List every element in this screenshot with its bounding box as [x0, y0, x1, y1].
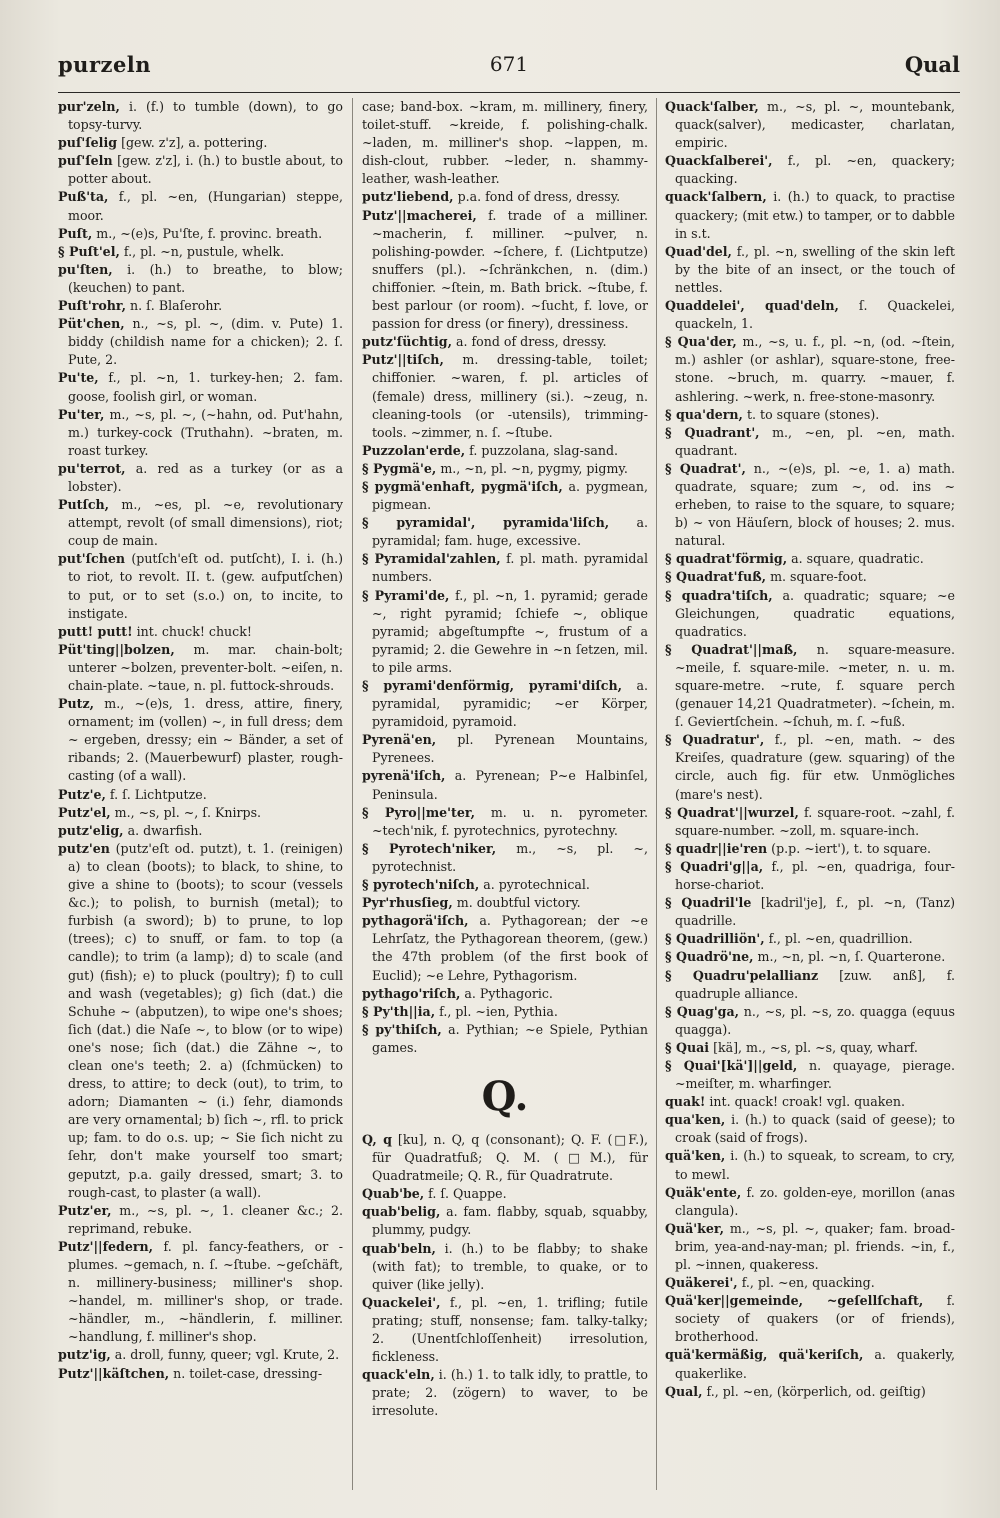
entry-definition: i. (h.) to be flabby; to shake (with fat); to tremble, to quake, or to quiver (like jelly). — [372, 1240, 648, 1292]
entry-definition: f. society of quakers (or of friends), brotherhood. — [675, 1293, 955, 1345]
dictionary-entry — [665, 1057, 955, 1093]
entry-headword: quä'ken, — [665, 1148, 726, 1164]
dictionary-entry — [362, 804, 648, 840]
dictionary-entry — [362, 98, 648, 188]
dictionary-entry — [362, 1240, 648, 1294]
dictionary-entry — [362, 677, 648, 731]
column-divider-2 — [656, 98, 657, 1490]
entry-headword: Putz'||käſtchen, — [58, 1365, 170, 1381]
entry-headword: § Quadrat'fuß, — [665, 569, 767, 585]
entry-definition: f., pl. ~en, math. ~ des Kreiſes, quadrature (gew. squaring) of the circle, auch fig. für etw. Unmögliches (mare's nest). — [675, 732, 955, 802]
entry-headword: quab'beln, — [362, 1240, 436, 1256]
entry-headword: Putz'||macherei, — [362, 207, 477, 223]
entry-headword: qua'ken, — [665, 1112, 726, 1128]
entry-definition: i. (h.) to quack (said of geese); to croak (said of frogs). — [675, 1112, 955, 1146]
entry-headword: § quadr||ie'ren — [665, 840, 768, 856]
dictionary-entry — [665, 1093, 955, 1111]
entry-headword: Pyrenä'en, — [362, 732, 437, 748]
entry-definition: m., ~s, pl. ~, pyrotechnist. — [372, 840, 648, 874]
entry-definition: f. trade of a milliner. ~macherin, f. milliner. ~pulver, n. polishing-powder. ~ſchere, f. (Lichtputze) snuffers (pl.). ~ſchränkchen, n. (dim.) chiffonier. ~ſtein, m. Bath brick. ~ſtube, f. best parlour (or room). ~ſucht, f. love, or passion for dress (or finery), dressiness. — [372, 207, 648, 332]
entry-headword: § Quadri'g||a, — [665, 858, 764, 874]
dictionary-entry — [58, 641, 343, 695]
entry-headword: § Puſt'el, — [58, 243, 120, 259]
dictionary-entry — [58, 786, 343, 804]
entry-definition: f., pl. ~en, quacking. — [741, 1275, 875, 1291]
entry-definition: a. pyramidal; fam. huge, excessive. — [372, 515, 648, 549]
entry-definition: n. ſ. Blaſerohr. — [130, 298, 223, 314]
entry-definition: m. square-foot. — [770, 569, 867, 585]
entry-definition: a. pyramidal, pyramidic; ~er Körper, pyramidoid, pyramoid. — [372, 678, 648, 730]
entry-definition: m., ~s, u. f., pl. ~n, (od. ~ſtein, m.) ashler (or ashlar), square-stone, free-stone. ~bruch, m. quarry. ~mauer, f. ashlering. ~werk, n. free-stone-masonry. — [675, 334, 955, 404]
entry-headword: quab'belig, — [362, 1204, 441, 1220]
entry-headword: § Qua'der, — [665, 334, 737, 350]
entry-headword: Putſch, — [58, 497, 110, 513]
dictionary-entry — [665, 1292, 955, 1346]
entry-definition: n., ~s, pl. ~s, zo. quagga (equus quagga). — [675, 1003, 955, 1037]
entry-headword: Puzzolan'erde, — [362, 442, 466, 458]
dictionary-entry — [362, 514, 648, 550]
entry-definition: ſ. Quackelei, quackeln, 1. — [675, 298, 955, 332]
entry-definition: a. fam. flabby, squab, squabby, plummy, pudgy. — [372, 1204, 648, 1238]
dictionary-entry — [362, 1185, 648, 1203]
entry-definition: m., ~s, pl. ~, mountebank, quack(salver), medicaster, charlatan, empiric. — [675, 99, 955, 151]
entry-definition: f., pl. ~ien, Pythia. — [439, 1003, 558, 1019]
dictionary-entry — [665, 1220, 955, 1274]
dictionary-entry — [665, 188, 955, 242]
entry-headword: Putz'||tiſch, — [362, 352, 444, 368]
entry-definition: a. Pythian; ~e Spiele, Pythian games. — [372, 1021, 648, 1055]
column-3 — [665, 98, 955, 1498]
dictionary-entry — [58, 297, 343, 315]
entry-definition: f. pl. math. pyramidal numbers. — [372, 551, 648, 585]
entry-definition: f., pl. ~n, swelling of the skin left by the bite of an insect, or the touch of nettles. — [675, 243, 955, 295]
entry-headword: § Pyrami'de, — [362, 587, 450, 603]
entry-headword: Puſt, — [58, 225, 93, 241]
dictionary-entry — [58, 188, 343, 224]
dictionary-entry — [58, 369, 343, 405]
entry-headword: § quadrat'förmig, — [665, 551, 788, 567]
dictionary-entry — [362, 876, 648, 894]
entry-headword: Püt'chen, — [58, 316, 125, 332]
dictionary-entry — [665, 406, 955, 424]
dictionary-entry — [362, 587, 648, 677]
entry-headword: § Quadru'pelallianz — [665, 967, 819, 983]
entry-definition: n., ~s, pl. ~, (dim. v. Pute) 1. biddy (childish name for a chicken); 2. ſ. Pute, 2. — [68, 316, 343, 368]
entry-headword: § Quadrilliön', — [665, 931, 765, 947]
dictionary-entry — [362, 442, 648, 460]
dictionary-entry — [665, 804, 955, 840]
entry-headword: puſ'ſeln — [58, 153, 113, 169]
entry-definition: a. Pythagoric. — [464, 985, 553, 1001]
entry-headword: put'ſchen — [58, 551, 126, 567]
entry-definition: m., ~s, pl. ~, ſ. Knirps. — [114, 804, 262, 820]
entry-definition: pl. Pyrenean Mountains, Pyrenees. — [372, 732, 648, 766]
entry-headword: § Quag'ga, — [665, 1003, 740, 1019]
dictionary-entry — [362, 1021, 648, 1057]
entry-headword: Putz, — [58, 696, 94, 712]
entry-headword: Quäkerei', — [665, 1275, 738, 1291]
entry-headword: § pygmä'enhaft, pygmä'iſch, — [362, 478, 563, 494]
dictionary-entry — [665, 731, 955, 803]
dictionary-entry — [665, 587, 955, 641]
dictionary-entry — [665, 424, 955, 460]
dictionary-entry — [362, 478, 648, 514]
entry-definition: n. square-measure. ~meile, f. square-mile. ~meter, n. u. m. square-metre. ~rute, f. square perch (genauer 14,21 Quadratmeter). ~ſchein, m. ſ. Geviertſchein. ~ſchuh, m. ſ. ~fuß. — [675, 641, 955, 730]
dictionary-entry — [665, 1274, 955, 1292]
entry-headword: pur'zeln, — [58, 99, 120, 114]
entry-definition: t. to square (stones). — [746, 406, 880, 422]
entry-headword: § Quadril'le — [665, 895, 752, 911]
entry-headword: § Quadrö'ne, — [665, 949, 754, 965]
dictionary-entry — [665, 967, 955, 1003]
entry-headword: putt! putt! — [58, 623, 133, 639]
section-letter-heading: Q. — [481, 1072, 529, 1120]
entry-headword: Putz'||federn, — [58, 1238, 154, 1254]
dictionary-entry — [665, 641, 955, 731]
entry-headword: § Quai — [665, 1039, 710, 1055]
entry-headword: Pyr'rhusſieg, — [362, 895, 453, 911]
entry-definition: m., ~(e)s, 1. dress, attire, finery, ornament; im (vollen) ~, in full dress; dem ~ ergeben, dressy; ein ~ Bänder, a set of ribands; 2. (Mauerbewurf) plaster, rough-casting (of a wall). — [68, 696, 343, 784]
page-number: 671 — [489, 52, 529, 76]
dictionary-entry — [362, 460, 648, 478]
entry-definition: i. (h.) to squeak, to scream, to cry, to mewl. — [675, 1148, 955, 1182]
dictionary-entry — [362, 1294, 648, 1366]
entry-definition: i. (h.) to quack, to practise quackery; (mit etw.) to tamper, or to dabble in s.t. — [675, 189, 955, 241]
dictionary-entry — [362, 333, 648, 351]
header-left-guideword: purzeln — [58, 52, 152, 77]
entry-headword: quä'kermäßig, quä'keriſch, — [665, 1347, 864, 1363]
dictionary-entry — [362, 1366, 648, 1420]
entry-definition: a. Pythagorean; der ~e Lehrſatz, the Pythagorean theorem, (gew.) the 47th problem (of the first book of Euclid); ~e Lehre, Pythagorism. — [372, 913, 648, 983]
dictionary-entry — [58, 1365, 343, 1383]
entry-headword: § Quai'[kä']||geld, — [665, 1057, 798, 1073]
entry-definition: [kä], m., ~s, pl. ~s, quay, wharf. — [713, 1039, 918, 1055]
entry-definition: m., ~en, pl. ~en, math. quadrant. — [675, 424, 955, 458]
entry-definition: a. square, quadratic. — [791, 551, 924, 567]
dictionary-entry — [58, 1346, 343, 1364]
dictionary-entry — [665, 460, 955, 550]
dictionary-entry — [58, 225, 343, 243]
entry-definition: m. doubtful victory. — [456, 895, 581, 911]
dictionary-entry — [58, 822, 343, 840]
entry-headword: putz'ſüchtig, — [362, 334, 452, 350]
header-rule — [58, 92, 960, 93]
entry-definition: f. zo. golden-eye, morillon (anas clangula). — [675, 1184, 955, 1218]
dictionary-entry — [362, 351, 648, 441]
entry-headword: quack'ſalbern, — [665, 189, 767, 205]
entry-definition: m. u. n. pyrometer. ~tech'nik, f. pyrotechnics, pyrotechny. — [372, 804, 648, 838]
entry-headword: pythago'riſch, — [362, 985, 461, 1001]
entry-headword: Quackſalberei', — [665, 153, 773, 169]
dictionary-entry — [665, 98, 955, 152]
entry-definition: f., pl. ~n, pustule, whelk. — [123, 243, 285, 259]
entry-definition: (putſch'eſt od. putſcht), I. i. (h.) to riot, to revolt. II. t. (gew. aufputſchen) to put, or to set (s.o.) on, to incite, to instigate. — [68, 551, 343, 621]
column-divider-1 — [352, 98, 353, 1490]
dictionary-entry — [58, 98, 343, 134]
entry-headword: § Quadrat'||wurzel, — [665, 804, 799, 820]
entry-headword: quack'eln, — [362, 1367, 435, 1383]
entry-headword: Qual, — [665, 1383, 703, 1399]
entry-definition: f. square-root. ~zahl, f. square-number. ~zoll, m. square-inch. — [675, 804, 955, 838]
dictionary-entry — [665, 858, 955, 894]
entry-definition: a. quakerly, quakerlike. — [675, 1347, 955, 1381]
entry-headword: § Pyro||me'ter, — [362, 804, 475, 820]
entry-definition: (putz'eſt od. putzt), t. 1. (reinigen) a) to clean (boots); to black, to shine, to give a shine to (boots); to scour (vessels &c.); to polish, to burnish (metal); to furbish (a sword); b) to prune, to lop (trees); c) to snuff, or fam. to top (a candle); to trim (a lamp); d) to scale (and gut) (fish); e) to pluck (poultry); f) to cull and wash (vegetables); g) ſich (dat.) die Schuhe ~ (abputzen), to wipe one's shoes; ſich (dat.) die Naſe ~, to blow (or to wipe) one's nose; ſich (dat.) die Zähne ~, to clean one's teeth; 2. a) (ſchmücken) to dress, to attire; to deck (out), to trim, to adorn; Diamanten ~ (i.) ſehr, diamonds are very ornamental; b) ſich ~, rfl. to prick up; fam. to do o.s. up; ~ Sie ſich nicht zu ſehr, don't make yourself too smart; geputzt, p.a. gaily dressed, smart; 3. to rough-cast, to plaster (a wall). — [68, 840, 343, 1200]
entry-definition: a. pyrotechnical. — [483, 877, 590, 893]
header-right-guideword: Qual — [904, 52, 960, 77]
entry-definition: f., pl. ~n, 1. pyramid; gerade ~, right pyramid; ſchiefe ~, oblique pyramid; abgeſtumpfte ~, frustum of a pyramid; 2. die Gewehre in ~n ſetzen, mil. to pile arms. — [372, 587, 648, 675]
entry-definition: i. (f.) to tumble (down), to go topsy-turvy. — [68, 99, 343, 133]
entry-headword: § Quadrat', — [665, 460, 746, 476]
entry-headword: quak! — [665, 1094, 706, 1110]
entry-headword: Quad'del, — [665, 243, 732, 259]
dictionary-entry — [58, 1238, 343, 1347]
dictionary-entry — [665, 1383, 955, 1401]
dictionary-entry — [362, 912, 648, 984]
entry-headword: Q, q — [362, 1131, 392, 1147]
column-1 — [58, 98, 343, 1498]
entry-definition: f. ſ. Quappe. — [428, 1186, 507, 1202]
dictionary-entry — [665, 1184, 955, 1220]
entry-headword: puſ'ſelig — [58, 135, 118, 151]
dictionary-entry — [362, 840, 648, 876]
entry-headword: pu'terrot, — [58, 460, 126, 476]
dictionary-entry — [665, 1039, 955, 1057]
entry-definition: n. toilet-case, dressing- — [173, 1365, 323, 1381]
entry-headword: putz'elig, — [58, 822, 124, 838]
entry-definition: int. chuck! chuck! — [136, 623, 252, 639]
entry-definition: f. pl. fancy-feathers, or -plumes. ~gemach, n. ſ. ~ſtube. ~geſchäft, n. millinery-business; milliner's shop. ~handel, m. milliner's shop, or trade. ~händler, m., ~händlerin, f. milliner. ~handlung, f. milliner's shop. — [68, 1238, 343, 1345]
entry-headword: Putz'el, — [58, 804, 111, 820]
entry-definition: m., ~(e)s, Pu'ſte, f. provinc. breath. — [96, 225, 323, 241]
entry-headword: Quackelei', — [362, 1294, 441, 1310]
entry-definition: n., ~(e)s, pl. ~e, 1. a) math. quadrate, square; zum ~, od. ins ~ erheben, to raise to the square, to square; b) ~ von Häuſern, block of houses; 2. mus. natural. — [675, 460, 955, 549]
dictionary-entry — [362, 1131, 648, 1185]
entry-headword: Putz'er, — [58, 1202, 112, 1218]
entry-headword: Quä'ker, — [665, 1220, 724, 1236]
entry-headword: Putz'e, — [58, 786, 106, 802]
dictionary-entry — [362, 1003, 648, 1021]
entry-definition: int. quack! croak! vgl. quaken. — [709, 1094, 905, 1110]
dictionary-entry — [362, 207, 648, 334]
entry-definition: [gew. z'z], a. pottering. — [121, 135, 268, 151]
entry-headword: Quä'ker||gemeinde, ~geſellſchaft, — [665, 1293, 924, 1309]
entry-definition: n. quayage, pierage. ~meiſter, m. wharfinger. — [675, 1057, 955, 1092]
entry-headword: pythagorä'iſch, — [362, 913, 469, 929]
dictionary-entry — [665, 152, 955, 188]
entry-headword: § Quadrant', — [665, 424, 760, 440]
entry-definition: f. ſ. Lichtputze. — [109, 786, 207, 802]
dictionary-entry — [665, 1346, 955, 1382]
entry-headword: § Pyrotech'niker, — [362, 840, 497, 856]
entry-headword: § Py'th||ia, — [362, 1003, 436, 1019]
entry-definition: m., ~s, pl. ~, (~hahn, od. Put'hahn, m.) turkey-cock (Truthahn). ~braten, m. roast turkey. — [68, 406, 343, 458]
dictionary-entry — [665, 930, 955, 948]
entry-definition: a. dwarfish. — [127, 822, 203, 838]
entry-definition: a. droll, funny, queer; vgl. Krute, 2. — [114, 1347, 340, 1363]
dictionary-entry — [58, 804, 343, 822]
entry-definition: m., ~s, pl. ~, 1. cleaner &c.; 2. reprimand, rebuke. — [68, 1202, 343, 1236]
entry-definition: m., ~n, pl. ~n, ſ. Quarterone. — [757, 949, 946, 965]
entry-definition: a. fond of dress, dressy. — [456, 334, 607, 350]
dictionary-entry — [665, 568, 955, 586]
entry-headword: § pyrami'denförmig, pyrami'diſch, — [362, 678, 622, 693]
entry-definition: i. (h.) to breathe, to blow; (keuchen) to pant. — [68, 261, 343, 295]
dictionary-entry — [58, 496, 343, 550]
dictionary-entry — [665, 840, 955, 858]
dictionary-entry — [362, 985, 648, 1003]
entry-headword: Quack'ſalber, — [665, 99, 759, 114]
dictionary-entry — [362, 550, 648, 586]
dictionary-entry — [362, 731, 648, 767]
entry-definition: a. red as a turkey (or as a lobster). — [68, 460, 343, 494]
entry-headword: Puß'ta, — [58, 189, 109, 205]
entry-definition: (p.p. ~iert'), t. to square. — [771, 840, 932, 856]
entry-definition: f., pl. ~en, (Hungarian) steppe, moor. — [68, 189, 343, 223]
entry-headword: putz'ig, — [58, 1347, 111, 1363]
entry-definition: m. mar. chain-bolt; unterer ~bolzen, preventer-bolt. ~eiſen, n. chain-plate. ~taue, n. pl. futtock-shrouds. — [68, 641, 343, 693]
entry-definition: [zuw. anß], f. quadruple alliance. — [675, 967, 955, 1001]
entry-definition: i. (h.) 1. to talk idly, to prattle, to prate; 2. (zögern) to waver, to be irresolute. — [372, 1367, 648, 1419]
entry-headword: § Pyramidal'zahlen, — [362, 551, 501, 567]
entry-definition: a. pygmean, pigmean. — [372, 478, 648, 513]
dictionary-entry — [665, 550, 955, 568]
dictionary-entry — [58, 315, 343, 369]
entry-headword: Püt'ting||bolzen, — [58, 641, 175, 657]
entry-definition: f., pl. ~en, quackery; quacking. — [675, 153, 955, 187]
entry-definition: f. puzzolana, slag-sand. — [469, 442, 619, 458]
entry-headword: putz'en — [58, 840, 110, 856]
entry-headword: Quaddelei', quad'deln, — [665, 298, 839, 314]
entry-headword: § qua'dern, — [665, 406, 743, 422]
dictionary-entry — [362, 188, 648, 206]
dictionary-entry — [58, 460, 343, 496]
entry-headword: pyrenä'iſch, — [362, 768, 446, 784]
entry-headword: § Pygmä'e, — [362, 460, 437, 476]
entry-definition: m. dressing-table, toilet; chiffonier. ~waren, f. pl. articles of (female) dress, millinery (si.). ~zeug, n. cleaning-tools (or -utensils), trimming-tools. ~zimmer, n. ſ. ~ſtube. — [372, 352, 648, 440]
dictionary-entry — [58, 623, 343, 641]
entry-headword: putz'liebend, — [362, 189, 454, 205]
entry-headword: § pyrotech'niſch, — [362, 877, 480, 893]
entry-definition: a. Pyrenean; P~e Halbinſel, Peninsula. — [372, 768, 648, 802]
entry-definition: f., pl. ~n, 1. turkey-hen; 2. fam. goose, foolish girl, or woman. — [68, 370, 343, 404]
dictionary-entry — [362, 894, 648, 912]
entry-headword: § pyramidal', pyramida'liſch, — [362, 515, 610, 531]
entry-headword: Pu'te, — [58, 370, 99, 386]
dictionary-entry — [58, 261, 343, 297]
page-header — [58, 48, 960, 82]
dictionary-entry — [665, 1147, 955, 1183]
entry-definition: f., pl. ~en, 1. trifling; futile prating; stuff, nonsense; fam. talky-talky; 2. (Unentſchloſſenheit) irresolution, fickleness. — [372, 1294, 648, 1365]
dictionary-entry — [58, 134, 343, 152]
entry-headword: § py'thiſch, — [362, 1021, 442, 1037]
entry-definition: f., pl. ~en, quadriga, four-horse-chariot. — [675, 858, 955, 893]
dictionary-entry — [58, 243, 343, 261]
entry-headword: Pu'ter, — [58, 406, 105, 422]
entry-definition: a. quadratic; square; ~e Gleichungen, quadratic equations, quadratics. — [675, 587, 955, 639]
dictionary-entry — [58, 406, 343, 460]
dictionary-entry — [362, 767, 648, 803]
dictionary-entry — [665, 948, 955, 966]
entry-headword: § Quadrat'||maß, — [665, 641, 798, 657]
dictionary-entry — [58, 840, 343, 1202]
dictionary-entry — [665, 333, 955, 405]
entry-headword: § Quadratur', — [665, 732, 765, 748]
entry-definition: case; band-box. ~kram, m. millinery, finery, toilet-stuff. ~kreide, f. polishing-chalk. ~laden, m. milliner's shop. ~lappen, m. dish-clout, rubber. ~leder, n. shammy-leather, wash-leather. — [362, 99, 648, 187]
entry-headword: § quadra'tiſch, — [665, 587, 773, 603]
entry-headword: pu'ſten, — [58, 261, 113, 277]
entry-headword: Quäk'ente, — [665, 1184, 742, 1200]
dictionary-entry — [58, 1202, 343, 1238]
entry-definition: [gew. z'z], i. (h.) to bustle about, to potter about. — [68, 153, 343, 187]
entry-definition: m., ~n, pl. ~n, pygmy, pigmy. — [440, 460, 628, 476]
dictionary-entry — [58, 550, 343, 622]
entry-definition: m., ~s, pl. ~, quaker; fam. broad-brim, yea-and-nay-man; pl. friends. ~in, f., pl. ~innen, quakeress. — [675, 1220, 955, 1272]
entry-definition: m., ~es, pl. ~e, revolutionary attempt, revolt (of small dimensions), riot; coup de main. — [68, 497, 343, 549]
dictionary-entry — [665, 297, 955, 333]
entry-definition: f., pl. ~en, (körperlich, od. geiſtig) — [706, 1383, 926, 1399]
dictionary-entry — [58, 152, 343, 188]
dictionary-entry — [665, 243, 955, 297]
dictionary-entry — [665, 1003, 955, 1039]
dictionary-entry — [58, 695, 343, 785]
entry-headword: Quab'be, — [362, 1186, 425, 1202]
dictionary-entry — [665, 1111, 955, 1147]
entry-definition: [kadril'je], f., pl. ~n, (Tanz) quadrille. — [675, 895, 955, 929]
entry-headword: Puſt'rohr, — [58, 298, 127, 314]
dictionary-entry — [665, 894, 955, 930]
entry-definition: p.a. fond of dress, dressy. — [457, 189, 621, 205]
column-2 — [362, 98, 648, 1498]
dictionary-entry — [362, 1203, 648, 1239]
entry-definition: f., pl. ~en, quadrillion. — [768, 931, 913, 947]
entry-definition: [ku], n. Q, q (consonant); Q. F. (□F.), für Quadratfuß; Q. M. (□M.), für Quadratmeile; Q. R., für Quadratrute. — [372, 1131, 648, 1184]
